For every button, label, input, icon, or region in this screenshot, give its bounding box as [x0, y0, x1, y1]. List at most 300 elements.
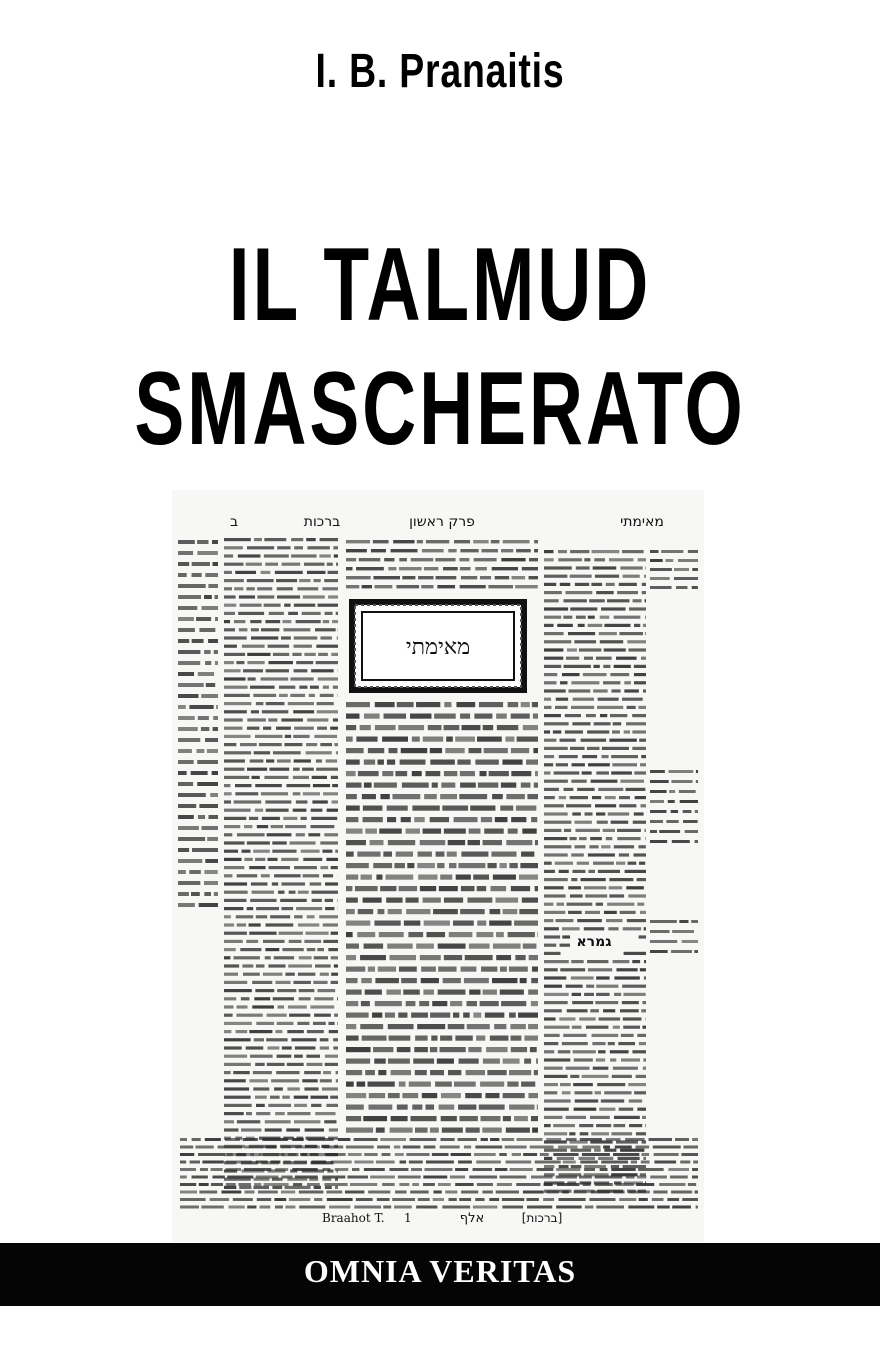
text-line — [296, 907, 322, 910]
text-line — [491, 540, 500, 543]
text-line — [250, 686, 275, 689]
text-line — [611, 771, 632, 774]
text-line — [224, 809, 251, 812]
text-line — [178, 771, 187, 775]
text-line — [346, 737, 353, 742]
text-line — [335, 850, 338, 853]
text-line — [460, 585, 486, 588]
text-line — [271, 825, 284, 828]
text-line — [224, 1063, 251, 1066]
text-line — [318, 989, 336, 992]
text-line — [635, 796, 646, 799]
text-line — [213, 727, 218, 731]
text-line — [584, 558, 590, 561]
text-line — [294, 1120, 320, 1123]
text-line — [281, 718, 303, 721]
text-line — [299, 1191, 324, 1194]
text-line — [235, 784, 252, 787]
text-line — [489, 771, 509, 776]
text-line — [496, 955, 511, 960]
text-line — [442, 806, 468, 811]
text-line — [424, 794, 437, 799]
text-line — [291, 538, 303, 541]
publisher-name: OMNIA VERITAS — [303, 1253, 577, 1289]
text-line — [274, 1087, 283, 1090]
text-line — [584, 657, 593, 660]
text-line — [693, 1161, 698, 1164]
text-line — [394, 1146, 400, 1149]
text-line — [473, 1206, 498, 1209]
text-line — [466, 1001, 476, 1006]
text-line — [473, 875, 489, 880]
text-line — [420, 840, 445, 845]
text-line — [501, 783, 516, 788]
text-line — [197, 782, 218, 786]
text-line — [229, 1206, 245, 1209]
text-line — [281, 1176, 292, 1179]
text-line — [178, 727, 198, 731]
text-line — [263, 973, 283, 976]
text-line — [323, 923, 338, 926]
text-line — [480, 576, 491, 579]
text-line — [440, 794, 457, 799]
text-line — [502, 760, 522, 765]
text-line — [416, 944, 434, 949]
text-line — [556, 763, 568, 766]
text-line — [244, 825, 252, 828]
text-line — [304, 1071, 321, 1074]
text-line — [393, 540, 414, 543]
text-line — [247, 727, 259, 730]
text-line — [628, 1206, 654, 1209]
text-line — [528, 1024, 538, 1029]
text-line — [277, 759, 291, 762]
text-line — [293, 735, 309, 738]
text-line — [619, 632, 643, 635]
text-line — [412, 806, 439, 811]
text-line — [213, 716, 218, 720]
text-line — [449, 1198, 457, 1201]
text-line — [634, 665, 646, 668]
text-line — [198, 815, 205, 819]
text-line — [456, 702, 475, 707]
text-line — [294, 1055, 303, 1058]
text-line — [180, 1138, 187, 1141]
text-line — [274, 956, 294, 959]
text-line — [510, 1168, 533, 1171]
text-line — [402, 576, 415, 579]
text-line — [269, 866, 290, 869]
text-line — [432, 783, 438, 788]
text-line — [374, 1059, 385, 1064]
text-line — [331, 932, 338, 935]
text-line — [329, 1128, 338, 1131]
text-line — [272, 850, 296, 853]
text-line — [544, 657, 563, 660]
text-line — [297, 1022, 309, 1025]
text-line — [500, 967, 507, 972]
text-line — [255, 784, 282, 787]
text-line — [224, 636, 247, 639]
text-line — [671, 1191, 692, 1194]
text-line — [440, 875, 452, 880]
text-line — [544, 771, 550, 774]
text-line — [627, 640, 646, 643]
text-line — [370, 840, 384, 845]
text-line — [224, 1005, 234, 1008]
text-line — [578, 624, 585, 627]
text-line — [588, 624, 603, 627]
text-line — [236, 1014, 262, 1017]
text-line — [438, 944, 466, 949]
text-line — [306, 538, 316, 541]
text-line — [670, 1176, 688, 1179]
text-line — [272, 882, 278, 885]
text-line — [500, 806, 513, 811]
text-line — [336, 563, 338, 566]
text-line — [632, 730, 646, 733]
text-line — [620, 566, 642, 569]
text-line — [566, 1067, 590, 1070]
text-line — [290, 694, 305, 697]
text-line — [346, 806, 360, 811]
text-line — [438, 1183, 451, 1186]
text-line — [688, 1183, 696, 1186]
text-line — [435, 558, 455, 561]
text-line — [594, 1149, 601, 1152]
text-line — [294, 645, 312, 648]
text-line — [310, 686, 319, 689]
text-line — [643, 1067, 646, 1070]
text-line — [650, 820, 663, 823]
text-line — [616, 968, 637, 971]
text-line — [645, 566, 646, 569]
text-line — [264, 538, 286, 541]
text-line — [460, 909, 485, 914]
text-line — [233, 1071, 250, 1074]
text-line — [275, 1112, 285, 1115]
text-line — [382, 737, 408, 742]
text-line — [293, 792, 301, 795]
text-line — [308, 833, 320, 836]
text-line — [265, 1128, 282, 1131]
text-line — [178, 683, 204, 687]
text-line — [322, 850, 332, 853]
text-line — [280, 899, 307, 902]
text-line — [178, 903, 195, 907]
text-line — [444, 702, 451, 707]
text-line — [279, 686, 295, 689]
text-line — [234, 587, 243, 590]
text-line — [544, 944, 556, 947]
text-line — [224, 751, 251, 754]
text-line — [398, 1013, 407, 1018]
text-line — [633, 821, 646, 824]
text-line — [178, 584, 206, 588]
text-line — [568, 632, 595, 635]
text-line — [591, 780, 618, 783]
talmud-footer-hebrew: אלף — [459, 1211, 485, 1226]
text-line — [634, 812, 644, 815]
text-line — [346, 558, 356, 561]
text-line — [333, 546, 338, 549]
text-line — [559, 870, 569, 873]
text-line — [212, 1176, 224, 1179]
text-line — [224, 604, 236, 607]
text-line — [224, 595, 236, 598]
text-line — [275, 1168, 288, 1171]
text-line — [199, 628, 215, 632]
text-line — [544, 1034, 560, 1037]
text-line — [251, 636, 278, 639]
text-line — [310, 1153, 319, 1156]
text-line — [256, 907, 279, 910]
text-line — [620, 780, 644, 783]
text-line — [680, 1161, 690, 1164]
text-line — [629, 1099, 642, 1102]
text-line — [389, 748, 398, 753]
text-line — [346, 817, 358, 822]
text-line — [274, 1198, 286, 1201]
text-line — [448, 549, 456, 552]
text-line — [619, 1108, 634, 1111]
text-line — [311, 817, 337, 820]
text-line — [246, 1046, 264, 1049]
text-line — [268, 1104, 291, 1107]
text-line — [289, 1014, 310, 1017]
text-line — [433, 1191, 441, 1194]
text-line — [439, 886, 458, 891]
text-line — [560, 1083, 571, 1086]
text-line — [573, 1050, 596, 1053]
text-line — [529, 576, 538, 579]
text-line — [278, 1005, 285, 1008]
text-line — [247, 661, 264, 664]
text-line — [346, 990, 362, 995]
text-line — [239, 1186, 251, 1189]
author-name: I. B. Pranaitis — [315, 45, 565, 98]
text-line — [424, 921, 450, 926]
text-line — [274, 874, 301, 877]
text-line — [581, 739, 607, 742]
text-line — [544, 706, 551, 709]
text-line — [455, 1168, 468, 1171]
text-line — [391, 549, 418, 552]
text-line — [268, 661, 292, 664]
text-line — [269, 612, 284, 615]
text-line — [515, 955, 525, 960]
text-line — [268, 645, 289, 648]
text-line — [264, 1183, 289, 1186]
text-line — [265, 800, 291, 803]
text-line — [346, 1082, 354, 1087]
text-line — [469, 1176, 497, 1179]
text-line — [389, 1036, 411, 1041]
text-line — [617, 591, 638, 594]
text-line — [256, 915, 267, 918]
text-line — [619, 804, 636, 807]
text-line — [642, 1026, 646, 1029]
text-line — [610, 1058, 616, 1061]
text-line — [585, 911, 600, 914]
text-line — [597, 821, 608, 824]
text-line — [544, 821, 571, 824]
text-line — [299, 1206, 325, 1209]
text-line — [650, 830, 657, 833]
text-line — [458, 1105, 476, 1110]
text-line — [299, 686, 307, 689]
text-line — [696, 1206, 698, 1209]
text-line — [595, 804, 616, 807]
text-line — [526, 760, 538, 765]
text-line — [283, 817, 297, 820]
text-line — [568, 886, 581, 889]
text-line — [293, 768, 300, 771]
text-line — [331, 866, 338, 869]
text-line — [574, 1091, 592, 1094]
text-line — [611, 755, 638, 758]
text-line — [249, 1030, 272, 1033]
text-line — [566, 1116, 586, 1119]
text-line — [544, 886, 564, 889]
text-line — [346, 585, 359, 588]
text-line — [669, 790, 675, 793]
text-line — [224, 1128, 238, 1131]
text-line — [198, 1153, 225, 1156]
text-line — [615, 1146, 632, 1149]
text-line — [644, 976, 646, 979]
text-line — [265, 563, 278, 566]
text-line — [299, 579, 310, 582]
text-line — [560, 968, 585, 971]
text-line — [224, 735, 250, 738]
text-line — [535, 771, 538, 776]
text-line — [606, 919, 623, 922]
text-line — [224, 1096, 251, 1099]
text-line — [288, 1005, 307, 1008]
text-line — [591, 583, 602, 586]
text-line — [224, 1030, 231, 1033]
text-line — [554, 771, 580, 774]
text-line — [323, 792, 338, 795]
text-line — [306, 743, 317, 746]
text-line — [178, 793, 206, 797]
text-line — [477, 886, 486, 891]
text-line — [204, 881, 218, 885]
text-line — [265, 1120, 291, 1123]
text-line — [236, 661, 244, 664]
text-line — [694, 1191, 698, 1194]
text-line — [559, 1017, 575, 1020]
text-line — [458, 1138, 477, 1141]
text-line — [324, 833, 338, 836]
text-line — [626, 886, 644, 889]
text-line — [638, 1168, 664, 1171]
text-line — [595, 575, 619, 578]
text-line — [607, 599, 629, 602]
text-line — [417, 540, 423, 543]
text-line — [573, 698, 594, 701]
text-line — [649, 1138, 672, 1141]
text-line — [327, 1198, 353, 1201]
text-line — [621, 1058, 640, 1061]
text-line — [467, 898, 492, 903]
text-line — [360, 725, 371, 730]
text-line — [650, 840, 667, 843]
text-line — [591, 1191, 610, 1194]
text-line — [544, 722, 569, 725]
text-line — [377, 760, 383, 765]
text-line — [257, 1198, 271, 1201]
text-line — [692, 568, 698, 571]
text-line — [583, 673, 607, 676]
text-line — [634, 673, 646, 676]
text-line — [544, 870, 555, 873]
text-line — [635, 1146, 649, 1149]
text-line — [437, 585, 455, 588]
text-line — [415, 1128, 428, 1133]
text-line — [475, 760, 498, 765]
text-line — [333, 1046, 338, 1049]
text-line — [544, 1009, 562, 1012]
text-line — [234, 800, 262, 803]
text-line — [440, 1036, 452, 1041]
text-line — [326, 1191, 342, 1194]
text-line — [643, 624, 646, 627]
text-line — [577, 788, 594, 791]
text-line — [227, 1176, 253, 1179]
talmud-footer-num: 1 — [404, 1211, 412, 1225]
text-line — [346, 1013, 369, 1018]
text-line — [593, 689, 608, 692]
text-line — [558, 1146, 577, 1149]
text-line — [528, 990, 538, 995]
text-line — [336, 751, 338, 754]
text-line — [320, 538, 338, 541]
text-line — [224, 989, 252, 992]
text-line — [572, 1026, 582, 1029]
text-line — [574, 821, 591, 824]
text-line — [320, 973, 329, 976]
text-line — [319, 915, 338, 918]
text-line — [634, 624, 640, 627]
text-line — [480, 1082, 504, 1087]
text-line — [430, 1013, 450, 1018]
text-line — [306, 1063, 322, 1066]
text-line — [432, 1001, 447, 1006]
text-line — [609, 558, 633, 561]
text-line — [395, 1191, 406, 1194]
text-line — [296, 620, 321, 623]
text-line — [224, 899, 246, 902]
text-line — [522, 898, 538, 903]
text-line — [473, 540, 488, 543]
text-line — [346, 909, 355, 914]
text-line — [224, 669, 241, 672]
text-line — [346, 1116, 361, 1121]
text-line — [650, 568, 672, 571]
text-line — [270, 1161, 280, 1164]
text-line — [283, 628, 310, 631]
text-line — [544, 911, 565, 914]
text-line — [368, 1082, 395, 1087]
text-line — [224, 776, 249, 779]
text-line — [650, 930, 670, 933]
text-line — [499, 1176, 526, 1179]
text-line — [653, 1146, 681, 1149]
text-line — [544, 763, 553, 766]
text-line — [224, 694, 250, 697]
